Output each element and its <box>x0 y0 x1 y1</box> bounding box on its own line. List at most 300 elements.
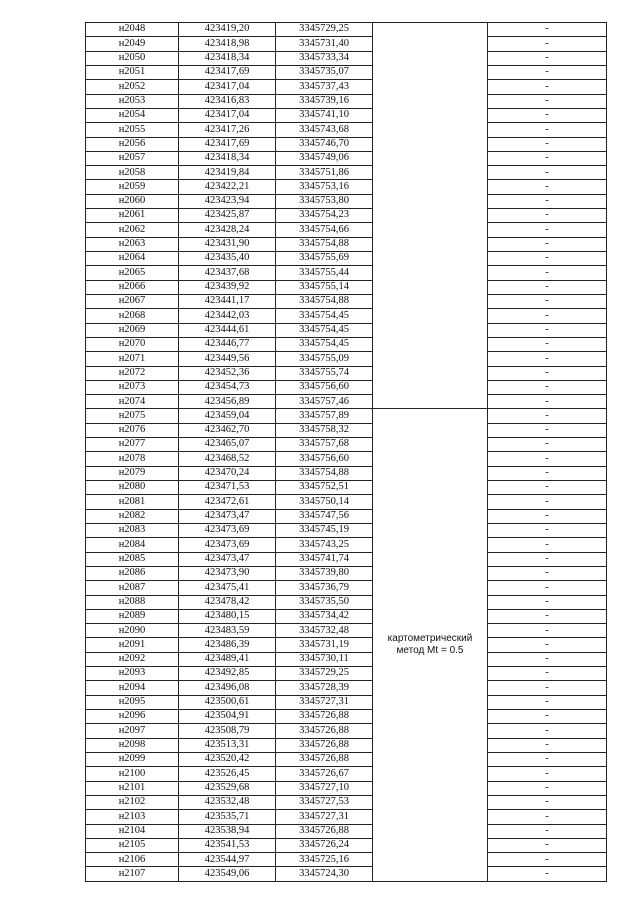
x-coordinate-cell: 423452,36 <box>179 366 276 380</box>
point-name-cell: н2072 <box>86 366 179 380</box>
point-name-cell: н2074 <box>86 395 179 409</box>
x-coordinate-cell: 423417,04 <box>179 80 276 94</box>
dash-cell: - <box>488 37 607 51</box>
table-row <box>86 710 607 724</box>
y-coordinate-cell: 3345725,16 <box>276 853 373 867</box>
table-row <box>86 123 607 137</box>
dash-cell: - <box>488 166 607 180</box>
y-coordinate-cell: 3345754,45 <box>276 309 373 323</box>
y-coordinate-cell: 3345732,48 <box>276 624 373 638</box>
dash-cell: - <box>488 51 607 65</box>
x-coordinate-cell: 423435,40 <box>179 252 276 266</box>
dash-cell: - <box>488 294 607 308</box>
x-coordinate-cell: 423442,03 <box>179 309 276 323</box>
dash-cell: - <box>488 94 607 108</box>
x-coordinate-cell: 423544,97 <box>179 853 276 867</box>
point-name-cell: н2090 <box>86 624 179 638</box>
dash-cell: - <box>488 380 607 394</box>
dash-cell: - <box>488 395 607 409</box>
point-name-cell: н2054 <box>86 108 179 122</box>
table-row <box>86 180 607 194</box>
point-name-cell: н2067 <box>86 294 179 308</box>
dash-cell: - <box>488 538 607 552</box>
y-coordinate-cell: 3345735,07 <box>276 65 373 79</box>
dash-cell: - <box>488 65 607 79</box>
table-row <box>86 538 607 552</box>
y-coordinate-cell: 3345753,80 <box>276 194 373 208</box>
x-coordinate-cell: 423465,07 <box>179 438 276 452</box>
y-coordinate-cell: 3345754,88 <box>276 294 373 308</box>
table-row <box>86 795 607 809</box>
y-coordinate-cell: 3345727,53 <box>276 795 373 809</box>
x-coordinate-cell: 423423,94 <box>179 194 276 208</box>
x-coordinate-cell: 423489,41 <box>179 652 276 666</box>
table-row <box>86 280 607 294</box>
dash-cell: - <box>488 495 607 509</box>
dash-cell: - <box>488 309 607 323</box>
y-coordinate-cell: 3345757,89 <box>276 409 373 423</box>
point-name-cell: н2079 <box>86 466 179 480</box>
x-coordinate-cell: 423483,59 <box>179 624 276 638</box>
y-coordinate-cell: 3345753,16 <box>276 180 373 194</box>
point-name-cell: н2105 <box>86 838 179 852</box>
y-coordinate-cell: 3345735,50 <box>276 595 373 609</box>
point-name-cell: н2103 <box>86 810 179 824</box>
point-name-cell: н2051 <box>86 65 179 79</box>
dash-cell: - <box>488 523 607 537</box>
x-coordinate-cell: 423425,87 <box>179 209 276 223</box>
y-coordinate-cell: 3345726,24 <box>276 838 373 852</box>
y-coordinate-cell: 3345754,66 <box>276 223 373 237</box>
point-name-cell: н2095 <box>86 695 179 709</box>
table-row <box>86 724 607 738</box>
y-coordinate-cell: 3345726,88 <box>276 824 373 838</box>
y-coordinate-cell: 3345752,51 <box>276 481 373 495</box>
point-name-cell: н2076 <box>86 423 179 437</box>
y-coordinate-cell: 3345733,34 <box>276 51 373 65</box>
dash-cell: - <box>488 795 607 809</box>
x-coordinate-cell: 423538,94 <box>179 824 276 838</box>
point-name-cell: н2087 <box>86 581 179 595</box>
table-row <box>86 566 607 580</box>
y-coordinate-cell: 3345730,11 <box>276 652 373 666</box>
x-coordinate-cell: 423471,53 <box>179 481 276 495</box>
dash-cell: - <box>488 80 607 94</box>
table-row <box>86 65 607 79</box>
y-coordinate-cell: 3345726,67 <box>276 767 373 781</box>
x-coordinate-cell: 423508,79 <box>179 724 276 738</box>
table-row <box>86 652 607 666</box>
y-coordinate-cell: 3345755,74 <box>276 366 373 380</box>
table-row <box>86 209 607 223</box>
y-coordinate-cell: 3345754,45 <box>276 323 373 337</box>
table-row <box>86 523 607 537</box>
y-coordinate-cell: 3345726,88 <box>276 724 373 738</box>
x-coordinate-cell: 423520,42 <box>179 752 276 766</box>
y-coordinate-cell: 3345749,06 <box>276 151 373 165</box>
x-coordinate-cell: 423418,98 <box>179 37 276 51</box>
table-row <box>86 309 607 323</box>
table-row <box>86 838 607 852</box>
y-coordinate-cell: 3345757,68 <box>276 438 373 452</box>
x-coordinate-cell: 423444,61 <box>179 323 276 337</box>
table-row <box>86 681 607 695</box>
table-row <box>86 495 607 509</box>
point-name-cell: н2071 <box>86 352 179 366</box>
dash-cell: - <box>488 481 607 495</box>
y-coordinate-cell: 3345731,40 <box>276 37 373 51</box>
y-coordinate-cell: 3345754,88 <box>276 466 373 480</box>
point-name-cell: н2077 <box>86 438 179 452</box>
dash-cell: - <box>488 867 607 881</box>
point-name-cell: н2061 <box>86 209 179 223</box>
dash-cell: - <box>488 509 607 523</box>
x-coordinate-cell: 423480,15 <box>179 609 276 623</box>
point-name-cell: н2073 <box>86 380 179 394</box>
x-coordinate-cell: 423454,73 <box>179 380 276 394</box>
dash-cell: - <box>488 423 607 437</box>
y-coordinate-cell: 3345745,19 <box>276 523 373 537</box>
x-coordinate-cell: 423529,68 <box>179 781 276 795</box>
table-row <box>86 853 607 867</box>
table-row <box>86 37 607 51</box>
table-row <box>86 395 607 409</box>
point-name-cell: н2058 <box>86 166 179 180</box>
y-coordinate-cell: 3345746,70 <box>276 137 373 151</box>
table-row <box>86 781 607 795</box>
x-coordinate-cell: 423526,45 <box>179 767 276 781</box>
y-coordinate-cell: 3345724,30 <box>276 867 373 881</box>
table-row <box>86 80 607 94</box>
coordinates-table <box>85 22 607 882</box>
y-coordinate-cell: 3345731,19 <box>276 638 373 652</box>
point-name-cell: н2068 <box>86 309 179 323</box>
dash-cell: - <box>488 581 607 595</box>
table-row <box>86 151 607 165</box>
table-row <box>86 409 607 423</box>
x-coordinate-cell: 423441,17 <box>179 294 276 308</box>
dash-cell: - <box>488 438 607 452</box>
x-coordinate-cell: 423446,77 <box>179 337 276 351</box>
dash-cell: - <box>488 366 607 380</box>
table-row <box>86 51 607 65</box>
dash-cell: - <box>488 323 607 337</box>
y-coordinate-cell: 3345755,44 <box>276 266 373 280</box>
point-name-cell: н2089 <box>86 609 179 623</box>
point-name-cell: н2055 <box>86 123 179 137</box>
y-coordinate-cell: 3345734,42 <box>276 609 373 623</box>
table-row <box>86 266 607 280</box>
x-coordinate-cell: 423549,06 <box>179 867 276 881</box>
dash-cell: - <box>488 352 607 366</box>
dash-cell: - <box>488 280 607 294</box>
y-coordinate-cell: 3345727,31 <box>276 695 373 709</box>
x-coordinate-cell: 423468,52 <box>179 452 276 466</box>
dash-cell: - <box>488 237 607 251</box>
dash-cell: - <box>488 724 607 738</box>
x-coordinate-cell: 423473,47 <box>179 552 276 566</box>
table-row <box>86 581 607 595</box>
x-coordinate-cell: 423504,91 <box>179 710 276 724</box>
point-name-cell: н2106 <box>86 853 179 867</box>
x-coordinate-cell: 423459,04 <box>179 409 276 423</box>
x-coordinate-cell: 423437,68 <box>179 266 276 280</box>
dash-cell: - <box>488 409 607 423</box>
point-name-cell: н2052 <box>86 80 179 94</box>
y-coordinate-cell: 3345726,88 <box>276 752 373 766</box>
point-name-cell: н2053 <box>86 94 179 108</box>
x-coordinate-cell: 423500,61 <box>179 695 276 709</box>
point-name-cell: н2100 <box>86 767 179 781</box>
point-name-cell: н2083 <box>86 523 179 537</box>
point-name-cell: н2085 <box>86 552 179 566</box>
x-coordinate-cell: 423473,90 <box>179 566 276 580</box>
table-row <box>86 695 607 709</box>
point-name-cell: н2096 <box>86 710 179 724</box>
y-coordinate-cell: 3345750,14 <box>276 495 373 509</box>
dash-cell: - <box>488 652 607 666</box>
dash-cell: - <box>488 223 607 237</box>
dash-cell: - <box>488 209 607 223</box>
y-coordinate-cell: 3345741,10 <box>276 108 373 122</box>
dash-cell: - <box>488 595 607 609</box>
point-name-cell: н2049 <box>86 37 179 51</box>
table-row <box>86 366 607 380</box>
y-coordinate-cell: 3345728,39 <box>276 681 373 695</box>
table-row <box>86 638 607 652</box>
dash-cell: - <box>488 609 607 623</box>
x-coordinate-cell: 423478,42 <box>179 595 276 609</box>
table-row <box>86 23 607 37</box>
dash-cell: - <box>488 266 607 280</box>
point-name-cell: н2062 <box>86 223 179 237</box>
point-name-cell: н2063 <box>86 237 179 251</box>
x-coordinate-cell: 423456,89 <box>179 395 276 409</box>
point-name-cell: н2093 <box>86 667 179 681</box>
y-coordinate-cell: 3345756,60 <box>276 380 373 394</box>
table-row <box>86 824 607 838</box>
x-coordinate-cell: 423418,34 <box>179 151 276 165</box>
dash-cell: - <box>488 624 607 638</box>
point-name-cell: н2102 <box>86 795 179 809</box>
y-coordinate-cell: 3345755,69 <box>276 252 373 266</box>
point-name-cell: н2098 <box>86 738 179 752</box>
table-row <box>86 352 607 366</box>
table-row <box>86 166 607 180</box>
point-name-cell: н2078 <box>86 452 179 466</box>
table-row <box>86 294 607 308</box>
x-coordinate-cell: 423416,83 <box>179 94 276 108</box>
point-name-cell: н2050 <box>86 51 179 65</box>
y-coordinate-cell: 3345726,88 <box>276 710 373 724</box>
table-row <box>86 337 607 351</box>
point-name-cell: н2081 <box>86 495 179 509</box>
point-name-cell: н2069 <box>86 323 179 337</box>
table-row <box>86 767 607 781</box>
dash-cell: - <box>488 853 607 867</box>
y-coordinate-cell: 3345757,46 <box>276 395 373 409</box>
point-name-cell: н2092 <box>86 652 179 666</box>
x-coordinate-cell: 423428,24 <box>179 223 276 237</box>
x-coordinate-cell: 423439,92 <box>179 280 276 294</box>
x-coordinate-cell: 423473,69 <box>179 523 276 537</box>
point-name-cell: н2084 <box>86 538 179 552</box>
dash-cell: - <box>488 781 607 795</box>
dash-cell: - <box>488 137 607 151</box>
table-row <box>86 237 607 251</box>
point-name-cell: н2101 <box>86 781 179 795</box>
dash-cell: - <box>488 194 607 208</box>
dash-cell: - <box>488 466 607 480</box>
point-name-cell: н2059 <box>86 180 179 194</box>
y-coordinate-cell: 3345737,43 <box>276 80 373 94</box>
table-row <box>86 552 607 566</box>
y-coordinate-cell: 3345755,14 <box>276 280 373 294</box>
dash-cell: - <box>488 252 607 266</box>
x-coordinate-cell: 423417,69 <box>179 65 276 79</box>
point-name-cell: н2048 <box>86 23 179 37</box>
x-coordinate-cell: 423513,31 <box>179 738 276 752</box>
x-coordinate-cell: 423541,53 <box>179 838 276 852</box>
point-name-cell: н2097 <box>86 724 179 738</box>
point-name-cell: н2064 <box>86 252 179 266</box>
x-coordinate-cell: 423449,56 <box>179 352 276 366</box>
point-name-cell: н2070 <box>86 337 179 351</box>
y-coordinate-cell: 3345754,88 <box>276 237 373 251</box>
x-coordinate-cell: 423417,26 <box>179 123 276 137</box>
y-coordinate-cell: 3345756,60 <box>276 452 373 466</box>
dash-cell: - <box>488 337 607 351</box>
table-row <box>86 252 607 266</box>
table-row <box>86 466 607 480</box>
y-coordinate-cell: 3345729,25 <box>276 23 373 37</box>
x-coordinate-cell: 423492,85 <box>179 667 276 681</box>
x-coordinate-cell: 423418,34 <box>179 51 276 65</box>
dash-cell: - <box>488 810 607 824</box>
table-row <box>86 137 607 151</box>
dash-cell: - <box>488 695 607 709</box>
y-coordinate-cell: 3345743,68 <box>276 123 373 137</box>
x-coordinate-cell: 423419,84 <box>179 166 276 180</box>
point-name-cell: н2107 <box>86 867 179 881</box>
table-row <box>86 667 607 681</box>
x-coordinate-cell: 423535,71 <box>179 810 276 824</box>
table-row <box>86 867 607 881</box>
point-name-cell: н2099 <box>86 752 179 766</box>
dash-cell: - <box>488 566 607 580</box>
table-row <box>86 810 607 824</box>
dash-cell: - <box>488 108 607 122</box>
x-coordinate-cell: 423473,69 <box>179 538 276 552</box>
table-row <box>86 481 607 495</box>
x-coordinate-cell: 423417,04 <box>179 108 276 122</box>
point-name-cell: н2075 <box>86 409 179 423</box>
table-row <box>86 752 607 766</box>
y-coordinate-cell: 3345736,79 <box>276 581 373 595</box>
y-coordinate-cell: 3345743,25 <box>276 538 373 552</box>
x-coordinate-cell: 423417,69 <box>179 137 276 151</box>
y-coordinate-cell: 3345739,16 <box>276 94 373 108</box>
dash-cell: - <box>488 710 607 724</box>
x-coordinate-cell: 423532,48 <box>179 795 276 809</box>
point-name-cell: н2082 <box>86 509 179 523</box>
point-name-cell: н2091 <box>86 638 179 652</box>
x-coordinate-cell: 423475,41 <box>179 581 276 595</box>
dash-cell: - <box>488 180 607 194</box>
dash-cell: - <box>488 752 607 766</box>
table-row <box>86 108 607 122</box>
point-name-cell: н2094 <box>86 681 179 695</box>
x-coordinate-cell: 423462,70 <box>179 423 276 437</box>
point-name-cell: н2088 <box>86 595 179 609</box>
dash-cell: - <box>488 681 607 695</box>
dash-cell: - <box>488 151 607 165</box>
point-name-cell: н2080 <box>86 481 179 495</box>
method-note-cell: картометрический метод Mt = 0.5 <box>373 409 488 881</box>
coordinates-table-body <box>86 23 607 882</box>
point-name-cell: н2104 <box>86 824 179 838</box>
x-coordinate-cell: 423486,39 <box>179 638 276 652</box>
dash-cell: - <box>488 638 607 652</box>
dash-cell: - <box>488 552 607 566</box>
table-row <box>86 438 607 452</box>
table-row <box>86 423 607 437</box>
point-name-cell: н2060 <box>86 194 179 208</box>
point-name-cell: н2065 <box>86 266 179 280</box>
point-name-cell: н2056 <box>86 137 179 151</box>
table-row <box>86 738 607 752</box>
method-cell-empty <box>373 23 488 409</box>
table-row <box>86 223 607 237</box>
x-coordinate-cell: 423419,20 <box>179 23 276 37</box>
table-row <box>86 452 607 466</box>
dash-cell: - <box>488 23 607 37</box>
table-row <box>86 94 607 108</box>
point-name-cell: н2066 <box>86 280 179 294</box>
table-row <box>86 609 607 623</box>
point-name-cell: н2086 <box>86 566 179 580</box>
table-row <box>86 380 607 394</box>
y-coordinate-cell: 3345754,45 <box>276 337 373 351</box>
dash-cell: - <box>488 824 607 838</box>
dash-cell: - <box>488 452 607 466</box>
y-coordinate-cell: 3345739,80 <box>276 566 373 580</box>
table-row <box>86 509 607 523</box>
dash-cell: - <box>488 123 607 137</box>
y-coordinate-cell: 3345755,09 <box>276 352 373 366</box>
x-coordinate-cell: 423473,47 <box>179 509 276 523</box>
y-coordinate-cell: 3345727,31 <box>276 810 373 824</box>
dash-cell: - <box>488 738 607 752</box>
y-coordinate-cell: 3345758,32 <box>276 423 373 437</box>
dash-cell: - <box>488 838 607 852</box>
table-row <box>86 323 607 337</box>
table-row <box>86 624 607 638</box>
x-coordinate-cell: 423470,24 <box>179 466 276 480</box>
y-coordinate-cell: 3345729,25 <box>276 667 373 681</box>
point-name-cell: н2057 <box>86 151 179 165</box>
x-coordinate-cell: 423496,08 <box>179 681 276 695</box>
y-coordinate-cell: 3345747,56 <box>276 509 373 523</box>
y-coordinate-cell: 3345726,88 <box>276 738 373 752</box>
dash-cell: - <box>488 767 607 781</box>
dash-cell: - <box>488 667 607 681</box>
y-coordinate-cell: 3345727,10 <box>276 781 373 795</box>
x-coordinate-cell: 423431,90 <box>179 237 276 251</box>
table-row <box>86 194 607 208</box>
y-coordinate-cell: 3345751,86 <box>276 166 373 180</box>
y-coordinate-cell: 3345754,23 <box>276 209 373 223</box>
